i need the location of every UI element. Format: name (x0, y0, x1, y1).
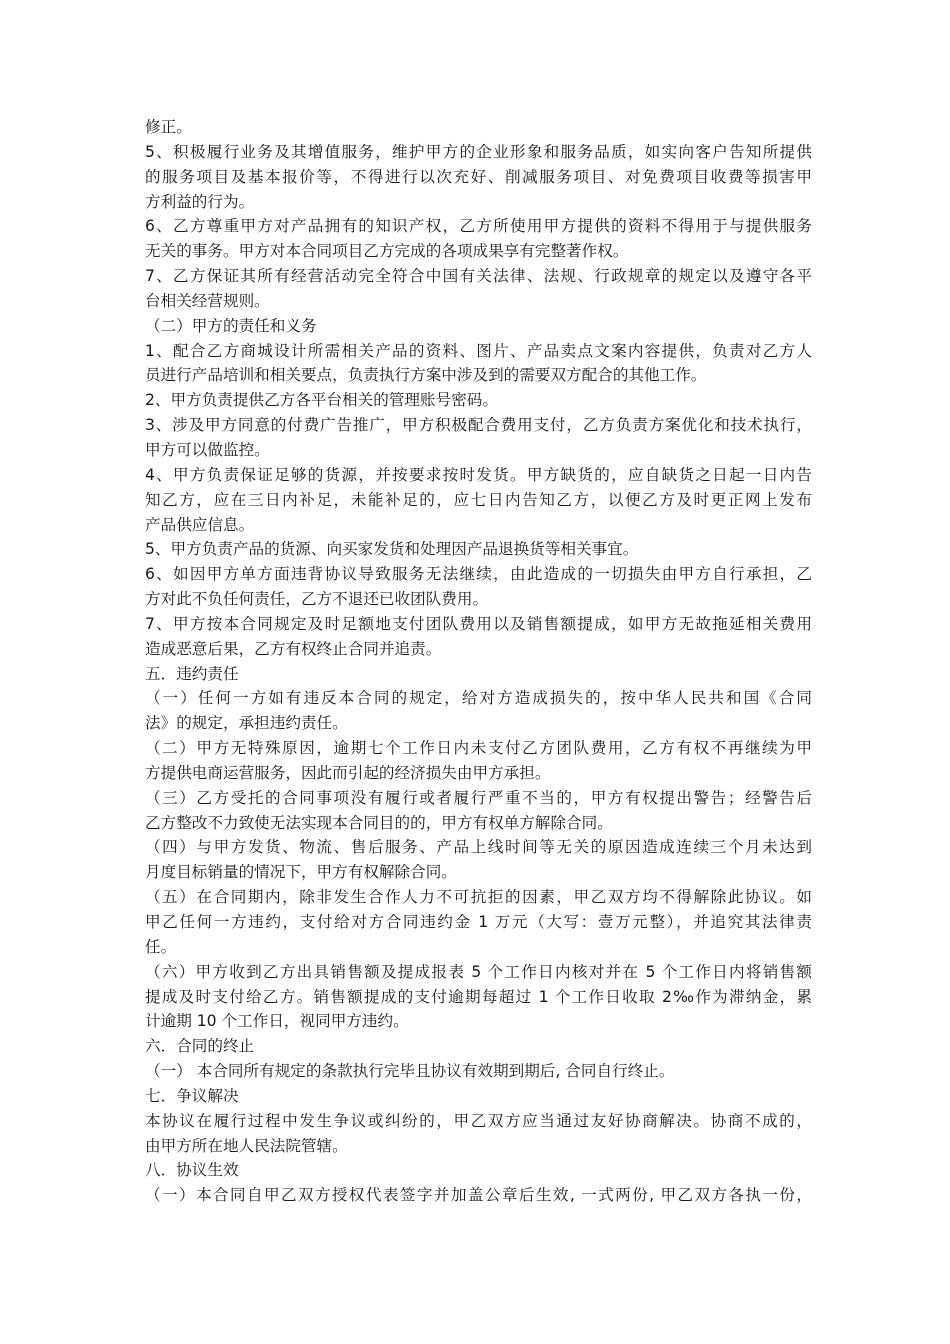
paragraph (145, 264, 812, 314)
paragraph (145, 537, 812, 562)
text-line: 由甲方所在地人民法院管辖。 (145, 1136, 348, 1155)
paragraph (145, 140, 812, 215)
text-line: 计逾期 10 个工作日，视同甲方违约。 (145, 1012, 409, 1031)
text-line: 台相关经营规则。 (145, 291, 270, 310)
paragraph (145, 388, 812, 413)
paragraph (145, 115, 812, 140)
text-line: 5、积极履行业务及其增值服务，维护甲方的企业形象和服务品质，如实向客户告知所提供 (145, 142, 812, 161)
paragraph (145, 463, 812, 538)
paragraph (145, 662, 812, 687)
text-line: 本协议在履行过程中发生争议或纠纷的，甲乙双方应当通过友好协商解决。协商不成的， (145, 1111, 812, 1130)
text-line: 1、配合乙方商城设计所需相关产品的资料、图片、产品卖点文案内容提供，负责对乙方人 (145, 341, 812, 360)
text-line: 方对此不负任何责任，乙方不退还已收团队费用。 (145, 590, 489, 609)
paragraph (145, 1109, 812, 1159)
text-line: 法》的规定，承担违约责任。 (145, 714, 348, 733)
text-line: 5、甲方负责产品的货源、向买家发货和处理因产品退换货等相关事宜。 (145, 540, 639, 559)
text-line: 六．合同的终止 (145, 1037, 255, 1056)
paragraph (145, 562, 812, 612)
paragraph (145, 885, 812, 960)
text-line: 3、涉及甲方同意的付费广告推广，甲方积极配合费用支付，乙方负责方案优化和技术执行， (145, 416, 812, 435)
text-line: 修正。 (145, 118, 192, 136)
text-line: 甲方可以做监控。 (145, 440, 270, 459)
text-line: （一）任何一方如有违反本合同的规定，给对方造成损失的，按中华人民共和国《合同 (145, 689, 812, 708)
text-line: 甲乙任何一方违约，支付给对方合同违约金 1 万元（大写：壹万元整），并追究其法律责 (145, 913, 812, 931)
text-line: 八．协议生效 (145, 1161, 239, 1180)
paragraph (145, 786, 812, 836)
text-line: 造成恶意后果，乙方有权终止合同并追责。 (145, 639, 442, 658)
text-line: 方提供电商运营服务，因此而引起的经济损失由甲方承担。 (145, 763, 551, 782)
text-line: 员进行产品培训和相关要点，负责执行方案中涉及到的需要双方配合的其他工作。 (145, 366, 707, 385)
paragraph (145, 214, 812, 264)
paragraph (145, 686, 812, 736)
document-body (145, 115, 812, 1208)
paragraph (145, 612, 812, 662)
text-line: 乙方整改不力致使无法实现本合同目的的，甲方有权单方解除合同。 (145, 813, 613, 832)
text-line: 7、乙方保证其所有经营活动完全符合中国有关法律、法规、行政规章的规定以及遵守各平 (145, 267, 812, 286)
text-line: （六）甲方收到乙方出具销售额及提成报表 5 个工作日内核对并在 5 个工作日内将销售额 (145, 962, 812, 981)
text-line: 方利益的行为。 (145, 192, 255, 211)
text-line: （二）甲方无特殊原因，逾期七个工作日内未支付乙方团队费用，乙方有权不再继续为甲 (145, 739, 812, 758)
text-line: （一）本合同自甲乙双方授权代表签字并加盖公章后生效, 一式两份, 甲乙双方各执一份， (145, 1186, 812, 1205)
paragraph (145, 835, 812, 885)
text-line: 7、甲方按本合同规定及时足额地支付团队费用以及销售额提成，如甲方无故拖延相关费用 (145, 614, 812, 633)
text-line: （四）与甲方发货、物流、售后服务、产品上线时间等无关的原因造成连续三个月未达到 (145, 838, 812, 857)
text-line: 提成及时支付给乙方。销售额提成的支付逾期每超过 1 个工作日收取 2‰作为滞纳金，累 (145, 987, 812, 1006)
text-line: （五）在合同期内，除非发生合作人力不可抗拒的因素，甲乙双方均不得解除此协议。如 (145, 888, 812, 907)
paragraph (145, 1084, 812, 1109)
paragraph (145, 736, 812, 786)
text-line: （二）甲方的责任和义务 (145, 316, 317, 335)
paragraph (145, 960, 812, 1035)
paragraph (145, 1059, 812, 1084)
text-line: （三）乙方受托的合同事项没有履行或者履行严重不当的，甲方有权提出警告；经警告后 (145, 788, 812, 807)
paragraph (145, 1158, 812, 1183)
paragraph (145, 314, 812, 339)
paragraph (145, 1034, 812, 1059)
text-line: 的服务项目及基本报价等，不得进行以次充好、削减服务项目、对免费项目收费等损害甲 (145, 167, 812, 186)
text-line: 6、如因甲方单方面违背协议导致服务无法继续，由此造成的一切损失由甲方自行承担，乙 (145, 565, 812, 584)
paragraph (145, 1183, 812, 1208)
text-line: 产品供应信息。 (145, 515, 255, 534)
text-line: 知乙方，应在三日内补足，未能补足的，应七日内告知乙方，以便乙方及时更正网上发布 (145, 490, 812, 509)
text-line: 6、乙方尊重甲方对产品拥有的知识产权，乙方所使用甲方提供的资料不得用于与提供服务 (145, 217, 812, 236)
paragraph (145, 413, 812, 463)
paragraph (145, 339, 812, 389)
text-line: 七．争议解决 (145, 1086, 239, 1105)
text-line: 无关的事务。甲方对本合同项目乙方完成的各项成果享有完整著作权。 (145, 242, 629, 261)
text-line: 月度目标销量的情况下，甲方有权解除合同。 (145, 863, 457, 882)
text-line: 2、甲方负责提供乙方各平台相关的管理账号密码。 (145, 391, 498, 410)
text-line: （一） 本合同所有规定的条款执行完毕且协议有效期到期后, 合同自行终止。 (145, 1062, 675, 1081)
text-line: 4、甲方负责保证足够的货源，并按要求按时发货。甲方缺货的，应自缺货之日起一日内告 (145, 465, 812, 484)
text-line: 五．违约责任 (145, 664, 239, 683)
text-line: 任。 (145, 937, 177, 956)
